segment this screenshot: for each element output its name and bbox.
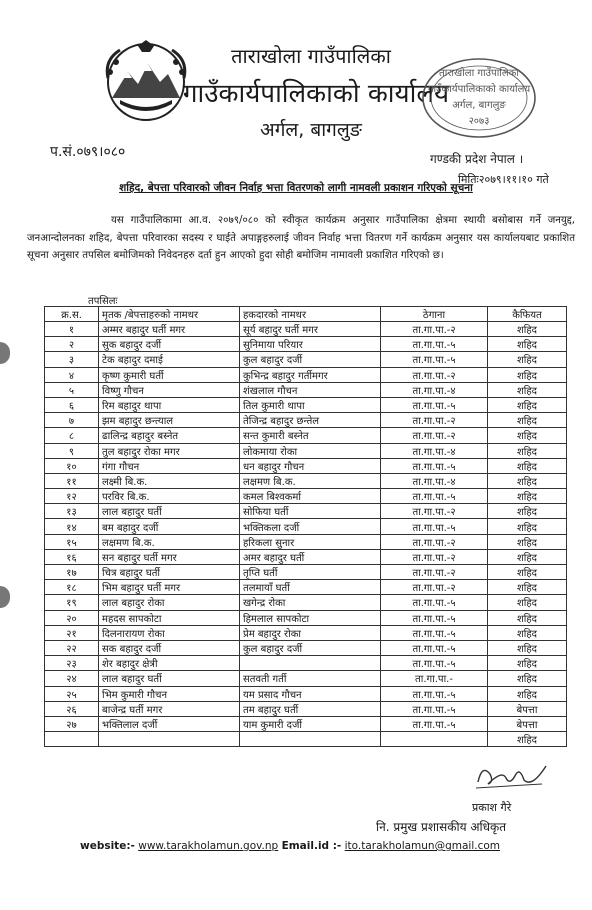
cell-beneficiary-name: सन्त कुमारी बस्नेत (240, 428, 381, 443)
email-link[interactable]: ito.tarakholamun@gmail.com (344, 840, 501, 852)
col-header-remarks: कैफियत (488, 307, 567, 322)
cell-deceased-name: टेक बहादुर दमाई (99, 352, 240, 367)
table-row (45, 580, 567, 595)
cell-beneficiary-name: हिमलाल सापकोटा (240, 610, 381, 625)
cell-sn: २ (45, 337, 99, 352)
cell-remarks: शहिद (488, 610, 567, 625)
officer-title: नि. प्रमुख प्रशासकीय अधिकृत (376, 820, 507, 834)
table-header-row (45, 307, 567, 322)
office-stamp (420, 56, 538, 140)
cell-address: ता.गा.पा.- (381, 671, 488, 686)
stamp-line4: २०७३ (468, 116, 490, 127)
cell-remarks: शहिद (488, 671, 567, 686)
cell-beneficiary-name: कमल बिश्वकर्मा (240, 489, 381, 504)
cell-deceased-name: बाजेन्द्र घर्ती मगर (99, 701, 240, 716)
cell-beneficiary-name: प्रेम बहादुर रोका (240, 625, 381, 640)
cell-sn: २४ (45, 671, 99, 686)
cell-address: ता.गा.पा.-५ (381, 716, 488, 731)
website-link[interactable]: www.tarakholamun.gov.np (138, 840, 279, 852)
table-row (45, 443, 567, 458)
cell-remarks: शहिद (488, 504, 567, 519)
cell-sn (45, 732, 99, 747)
cell-sn: ८ (45, 428, 99, 443)
cell-beneficiary-name: तेजिन्द्र बहादुर छन्तेल (240, 413, 381, 428)
cell-remarks: शहिद (488, 534, 567, 549)
cell-remarks: शहिद (488, 367, 567, 382)
cell-deceased-name: लाल बहादुर घर्ती (99, 671, 240, 686)
cell-beneficiary-name: सुनिमाया परियार (240, 337, 381, 352)
cell-beneficiary-name: याम कुमारी दर्जी (240, 716, 381, 731)
cell-remarks: शहिद (488, 428, 567, 443)
cell-deceased-name: तुल बहादुर रोका मगर (99, 443, 240, 458)
table-row (45, 397, 567, 412)
table-row (45, 473, 567, 488)
cell-sn: २६ (45, 701, 99, 716)
cell-beneficiary-name: लोकमाया रोका (240, 443, 381, 458)
cell-deceased-name: कृष्ण कुमारी घर्ती (99, 367, 240, 382)
cell-beneficiary-name: भक्तिकला दर्जी (240, 519, 381, 534)
cell-address: ता.गा.पा.-५ (381, 625, 488, 640)
cell-address: ता.गा.पा.-५ (381, 337, 488, 352)
cell-sn: २१ (45, 625, 99, 640)
cell-deceased-name: शेर बहादुर क्षेत्री (99, 656, 240, 671)
cell-beneficiary-name (240, 732, 381, 747)
cell-beneficiary-name (240, 656, 381, 671)
cell-beneficiary-name: धन बहादुर गौचन (240, 458, 381, 473)
table-row (45, 534, 567, 549)
table-row (45, 701, 567, 716)
cell-sn: ३ (45, 352, 99, 367)
cell-sn: २७ (45, 716, 99, 731)
cell-remarks: शहिद (488, 473, 567, 488)
cell-address: ता.गा.पा.-२ (381, 504, 488, 519)
cell-deceased-name: महदस सापकोटा (99, 610, 240, 625)
cell-remarks: शहिद (488, 519, 567, 534)
cell-deceased-name: सन बहादुर घर्ती मगर (99, 549, 240, 564)
cell-sn: ९ (45, 443, 99, 458)
cell-deceased-name: विष्णु गौचन (99, 382, 240, 397)
cell-sn: ६ (45, 397, 99, 412)
cell-address: ता.गा.पा.-२ (381, 580, 488, 595)
cell-beneficiary-name: तम बहादुर घर्ती (240, 701, 381, 716)
cell-deceased-name: रिम बहादुर थापा (99, 397, 240, 412)
cell-deceased-name: झम बहादुर छन्त्याल (99, 413, 240, 428)
cell-deceased-name: सक बहादुर दर्जी (99, 640, 240, 655)
notice-date: मितिः२०७९।११।१० गते (458, 173, 549, 186)
cell-sn: २० (45, 610, 99, 625)
cell-sn: १९ (45, 595, 99, 610)
table-row (45, 565, 567, 580)
cell-sn: १४ (45, 519, 99, 534)
cell-beneficiary-name: कुल बहादुर दर्जी (240, 352, 381, 367)
cell-remarks: शहिद (488, 322, 567, 337)
table-row (45, 382, 567, 397)
col-header-sn: क्र.स. (45, 307, 99, 322)
cell-remarks: शहिद (488, 565, 567, 580)
cell-remarks: शहिद (488, 656, 567, 671)
cell-deceased-name: लाल बहादुर रोका (99, 595, 240, 610)
cell-remarks: बेपत्ता (488, 701, 567, 716)
table-row (45, 686, 567, 701)
cell-address: ता.गा.पा.-५ (381, 458, 488, 473)
cell-remarks: शहिद (488, 489, 567, 504)
cell-sn: १० (45, 458, 99, 473)
cell-remarks: शहिद (488, 458, 567, 473)
stamp-line3: अर्गल, बागलुङ (452, 100, 506, 111)
cell-beneficiary-name: कुभिन्द्र बहादुर गर्तीमगर (240, 367, 381, 382)
table-row (45, 352, 567, 367)
cell-deceased-name: लक्षमण बि.क. (99, 534, 240, 549)
cell-deceased-name (99, 732, 240, 747)
cell-beneficiary-name: अमर बहादुर घर्ती (240, 549, 381, 564)
cell-address: ता.गा.पा.-५ (381, 519, 488, 534)
stamp-line1: ताराखोला गाउँपालिका (439, 68, 519, 79)
cell-sn: १२ (45, 489, 99, 504)
cell-remarks: बेपत्ता (488, 716, 567, 731)
cell-deceased-name: लाल बहादुर घर्ती (99, 504, 240, 519)
col-header-beneficiary: हकदारको नामथर (240, 307, 381, 322)
cell-remarks: शहिद (488, 382, 567, 397)
cell-address: ता.गा.पा.-२ (381, 322, 488, 337)
office-name: गाउँकार्यपालिकाको कार्यालय (182, 79, 450, 109)
cell-beneficiary-name: लक्षमण बि.क. (240, 473, 381, 488)
cell-sn: ४ (45, 367, 99, 382)
cell-remarks: शहिद (488, 397, 567, 412)
table-row (45, 732, 567, 747)
cell-remarks: शहिद (488, 443, 567, 458)
cell-remarks: शहिद (488, 640, 567, 655)
cell-deceased-name: भिम बहादुर घर्ती मगर (99, 580, 240, 595)
cell-deceased-name: परविर बि.क. (99, 489, 240, 504)
cell-deceased-name: भक्तिलाल दर्जी (99, 716, 240, 731)
cell-deceased-name: सुक बहादुर दर्जी (99, 337, 240, 352)
officer-signature (472, 760, 552, 794)
table-row (45, 519, 567, 534)
cell-sn: १ (45, 322, 99, 337)
cell-remarks: शहिद (488, 413, 567, 428)
cell-address: ता.गा.पा.-५ (381, 489, 488, 504)
cell-remarks: शहिद (488, 549, 567, 564)
cell-address: ता.गा.पा.-५ (381, 352, 488, 367)
table-row (45, 640, 567, 655)
table-row (45, 367, 567, 382)
officer-name: प्रकाश गैरे (472, 801, 512, 814)
table-row (45, 413, 567, 428)
cell-address: ता.गा.पा.-५ (381, 397, 488, 412)
cell-beneficiary-name: सूर्य बहादुर घर्ती मगर (240, 322, 381, 337)
table-row (45, 595, 567, 610)
details-label: तपसिलः (88, 296, 118, 307)
cell-sn: २२ (45, 640, 99, 655)
cell-remarks: शहिद (488, 686, 567, 701)
cell-remarks: शहिद (488, 337, 567, 352)
cell-sn: ११ (45, 473, 99, 488)
cell-beneficiary-name: खगेन्द्र रोका (240, 595, 381, 610)
cell-sn: २३ (45, 656, 99, 671)
cell-beneficiary-name: तिल कुमारी थापा (240, 397, 381, 412)
table-row (45, 656, 567, 671)
table-row (45, 458, 567, 473)
notice-subject: शहिद, बेपत्ता परिवारको जीवन निर्वाह भत्ता वितरणको लागी नामवली प्रकाशन गरिएको सूचना (119, 182, 473, 194)
cell-address: ता.गा.पा.-५ (381, 640, 488, 655)
cell-address: ता.गा.पा.-४ (381, 473, 488, 488)
cell-remarks: शहिद (488, 352, 567, 367)
cell-address: ता.गा.पा.-५ (381, 656, 488, 671)
cell-address: ता.गा.पा.-२ (381, 413, 488, 428)
table-row (45, 549, 567, 564)
cell-sn: १५ (45, 534, 99, 549)
cell-beneficiary-name: शंखलाल गौचन (240, 382, 381, 397)
cell-sn: २५ (45, 686, 99, 701)
table-row (45, 625, 567, 640)
cell-remarks: शहिद (488, 595, 567, 610)
cell-deceased-name: बम बहादुर दर्जी (99, 519, 240, 534)
contact-footer (80, 840, 500, 852)
table-row (45, 716, 567, 731)
cell-address: ता.गा.पा.-२ (381, 534, 488, 549)
table-row (45, 322, 567, 337)
cell-sn: १८ (45, 580, 99, 595)
cell-remarks: शहिद (488, 580, 567, 595)
cell-beneficiary-name: सतवती गर्ती (240, 671, 381, 686)
cell-sn: ५ (45, 382, 99, 397)
cell-deceased-name: भिम कुमारी गौचन (99, 686, 240, 701)
cell-address: ता.गा.पा.-५ (381, 610, 488, 625)
cell-beneficiary-name: तृप्ति घर्ती (240, 565, 381, 580)
website-label: website:- (80, 840, 135, 852)
cell-deceased-name: ढालिन्द्र बहादुर बस्नेत (99, 428, 240, 443)
cell-address: ता.गा.पा.-५ (381, 595, 488, 610)
cell-address (381, 732, 488, 747)
col-header-deceased: मृतक /बेपत्ताहरुको नामथर (99, 307, 240, 322)
table-row (45, 610, 567, 625)
municipality-name: ताराखोला गाउँपालिका (231, 44, 391, 68)
cell-address: ता.गा.पा.-४ (381, 382, 488, 397)
punch-hole (0, 342, 10, 364)
cell-deceased-name: दिलनारायण रोका (99, 625, 240, 640)
cell-address: ता.गा.पा.-५ (381, 686, 488, 701)
punch-hole (0, 586, 10, 608)
province-name: गण्डकी प्रदेश नेपाल । (430, 152, 524, 166)
reference-number: प.सं.०७९।०८० (50, 144, 126, 160)
cell-sn: १३ (45, 504, 99, 519)
cell-address: ता.गा.पा.-२ (381, 367, 488, 382)
cell-address: ता.गा.पा.-२ (381, 549, 488, 564)
cell-sn: १७ (45, 565, 99, 580)
cell-deceased-name: अम्मर बहादुर घर्ती मगर (99, 322, 240, 337)
cell-deceased-name: गंगा गौचन (99, 458, 240, 473)
cell-address: ता.गा.पा.-५ (381, 701, 488, 716)
notice-body: यस गाउँपालिकामा आ.व. २०७९/०८० को स्वीकृत कार्यक्रम अनुसार गाउँपालिका क्षेत्रमा स्थायी बसोबास गर्ने जनयुद्द, जनआन्दोलनका शहिद, बेपत्ता परिवारका सदस्य र घाईते अपाङ्गहरुलाई जीवन निर्वाह भत्ता वितरण गर्ने कार्यक्रम अनुसार यस कार्यालयबाट प्रकाशित सूचना अनुसार तपसिल बमोजिमको निवेदनहरु दर्ता हुन आएको हुदा सोही बमोजिम नामावली प्रकाशित गरिएको छ। (27, 215, 575, 261)
col-header-address: ठेगाना (381, 307, 488, 322)
cell-address: ता.गा.पा.-२ (381, 428, 488, 443)
cell-deceased-name: लक्ष्मी बि.क. (99, 473, 240, 488)
cell-beneficiary-name: सोफिया घर्ती (240, 504, 381, 519)
table-row (45, 671, 567, 686)
beneficiary-table (44, 306, 567, 747)
cell-beneficiary-name: तलमायाँ घर्ती (240, 580, 381, 595)
table-row (45, 428, 567, 443)
cell-beneficiary-name: यम प्रसाद गौचन (240, 686, 381, 701)
stamp-line2: गाउँकार्यपालिकाको कार्यालय (427, 84, 531, 95)
table-row (45, 504, 567, 519)
cell-remarks: शहिद (488, 625, 567, 640)
cell-beneficiary-name: हरिकला सुनार (240, 534, 381, 549)
cell-address: ता.गा.पा.-२ (381, 565, 488, 580)
cell-sn: ७ (45, 413, 99, 428)
cell-remarks: शहिद (488, 732, 567, 747)
cell-beneficiary-name: कुल बहादुर दर्जी (240, 640, 381, 655)
table-row (45, 489, 567, 504)
table-row (45, 337, 567, 352)
cell-sn: १६ (45, 549, 99, 564)
cell-deceased-name: चित्र बहादुर घर्ती (99, 565, 240, 580)
office-location: अर्गल, बागलुङ (260, 119, 362, 141)
email-label: Email.id :- (281, 840, 342, 852)
cell-address: ता.गा.पा.-४ (381, 443, 488, 458)
